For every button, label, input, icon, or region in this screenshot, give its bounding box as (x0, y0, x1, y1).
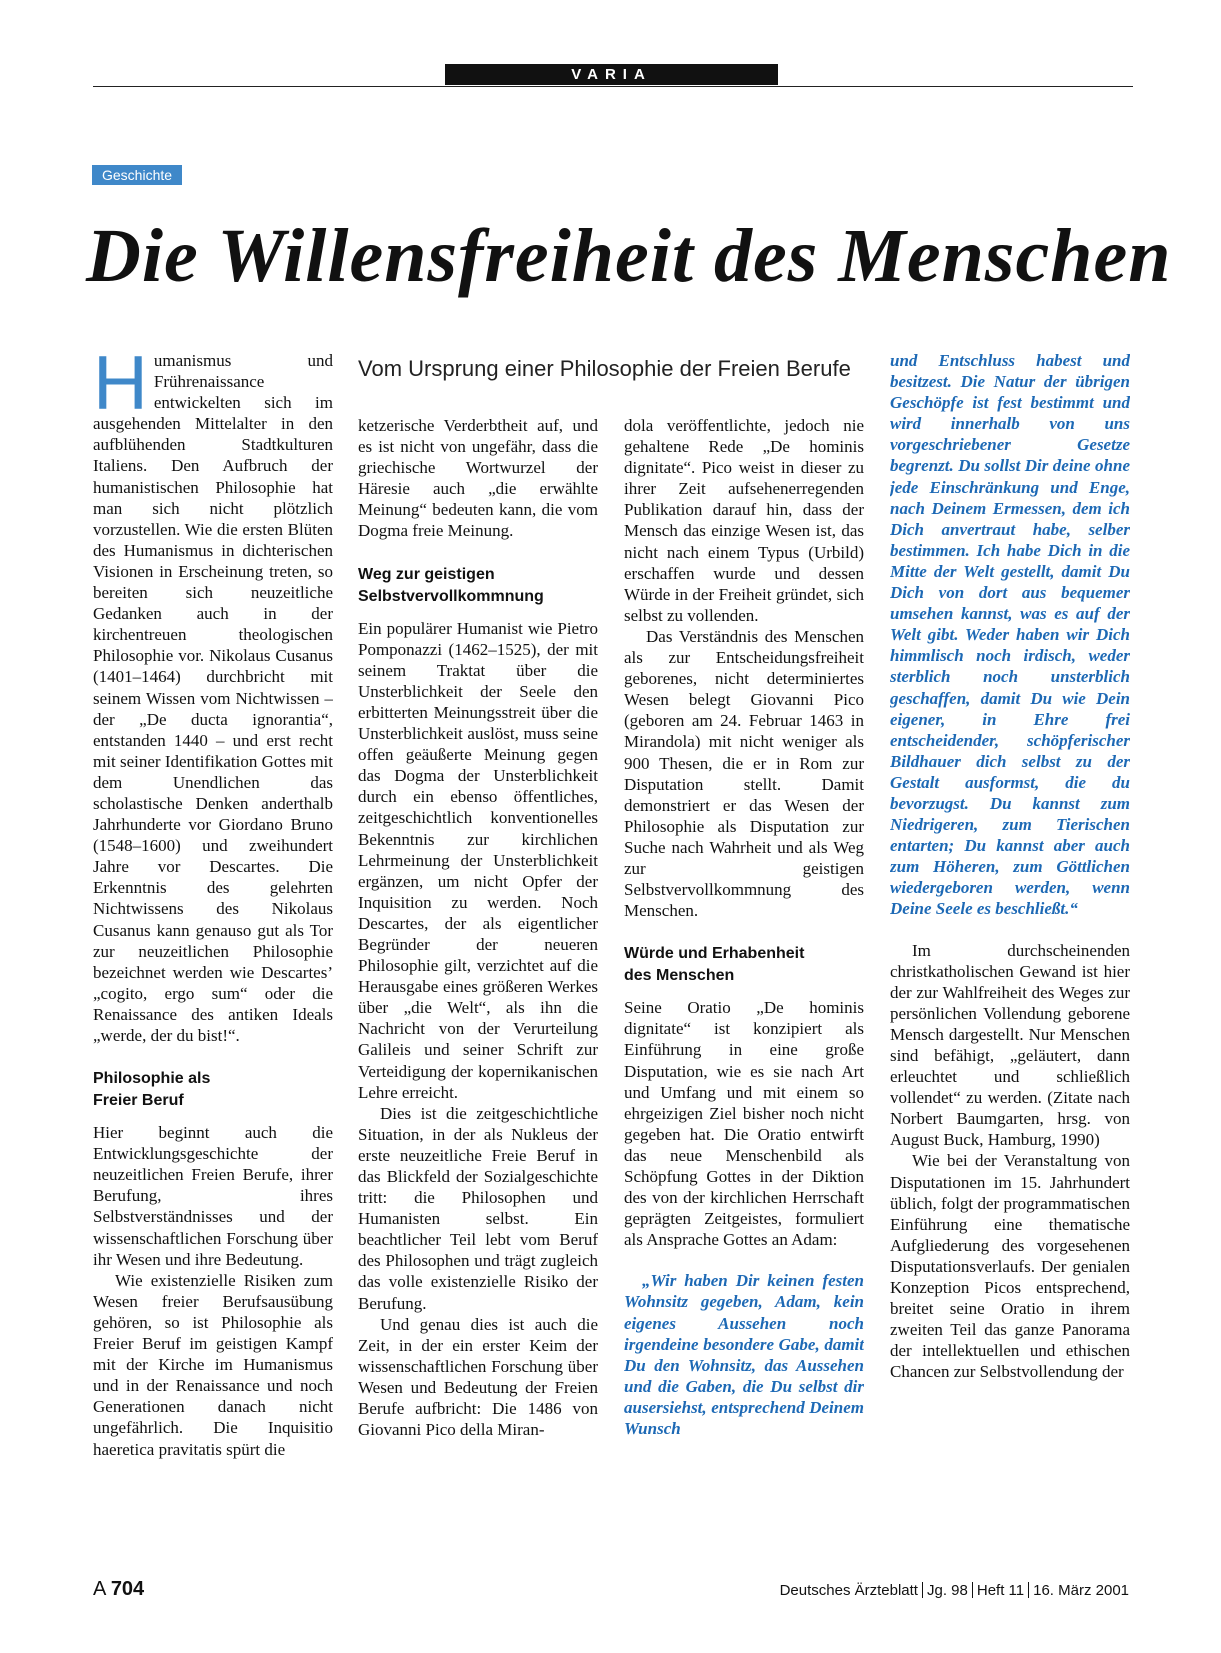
heading-line-2: Selbstvervollkommnung (358, 587, 544, 605)
paragraph: Wie bei der Veranstaltung von Disputationen im 15. Jahrhundert üblich, folgt der programmatischen Einführung eine thematische Aufgliederung des vorgesehenen Disputationsverlaufs. Der genialen Konzeption Picos entsprechend, breitet seine Oratio in ihrem zweiten Teil das ganze Panorama der intellektuellen und ethischen Chancen zur Selbstvollendung der (890, 1151, 1130, 1382)
page-number-value: 704 (110, 1578, 145, 1600)
paragraph: dola veröffentlichte, jedoch nie gehaltene Rede „De hominis dignitate“. Pico weist in dieser zu ihrer Zeit aufsehenerregenden Publikation darauf hin, dass der Mensch das einzige Wesen ist, das nicht nach einem Typus (Urbild) erschaffen wurde und dessen Würde in der Freiheit gründet, sich selbst zu vollenden. (624, 416, 864, 625)
section-heading (358, 564, 598, 608)
heading-line-1: Würde und Erhabenheit (624, 945, 805, 963)
page-number (93, 1578, 144, 1601)
journal-volume: Jg. 98 (926, 1582, 968, 1599)
paragraph: Und genau dies ist auch die Zeit, in der ein erster Keim der wissenschaftlichen Forschung über Wesen und Bedeutung der Freien Berufe aufbricht: Die 1486 von Giovanni Pico della Miran- (358, 1314, 598, 1440)
section-heading (93, 1068, 333, 1112)
heading-line-1: Weg zur geistigen (358, 565, 495, 583)
heading-line-2: des Menschen (624, 967, 735, 985)
article-subtitle: Vom Ursprung einer Philosophie der Freien Berufe (358, 356, 851, 381)
header-rule (93, 86, 1133, 87)
journal-info (780, 1582, 1129, 1599)
journal-issue: Heft 11 (976, 1582, 1025, 1599)
intro-paragraph (93, 350, 333, 1046)
column-2 (358, 415, 598, 1555)
pico-quote: „Wir haben Dir keinen festen Wohnsitz gegeben, Adam, kein eigenes Aussehen noch irgendeine besondere Gabe, damit Du den Wohnsitz, das Aussehen und die Gaben, die Du selbst dir ausersiehst, entsprechend Deinem Wunsch (624, 1271, 864, 1439)
article-title: Die Willensfreiheit des Menschen (86, 214, 1172, 298)
journal-date: 16. März 2001 (1033, 1582, 1129, 1599)
section-heading (624, 943, 864, 987)
pico-quote-continued: und Entschluss habest und besitzest. Die Natur der übrigen Geschöpfe ist fest bestimmt und wird innerhalb von uns vorgeschriebener Gesetze begrenzt. Du sollst Dir deine ohne jede Einschränkung und Enge, nach Deinem Ermessen, dem ich Dich anvertraut habe, selber bestimmen. Ich habe Dich in die Mitte der Welt gestellt, damit Du Dich von dort aus bequemer umsehen kannst, was es auf der Welt gibt. Weder haben wir Dich himmlisch noch irdisch, weder sterblich noch unsterblich geschaffen, damit Du wie Dein eigener, in Ehre frei entscheidender, schöpferischer Bildhauer dich selbst zu der Gestalt ausformst, die du bevorzugst. Du kannst zum Niedrigeren, zum Tierischen entarten; Du kannst aber auch zum Höheren, zum Göttlichen wiedergeboren werden, wenn Deine Seele es beschließt.“ (890, 351, 1130, 919)
column-1 (93, 350, 333, 1555)
paragraph: Ein populärer Humanist wie Pietro Pomponazzi (1462–1525), der mit seinem Traktat über die Unsterblichkeit der Seele den erbitterten Meinungsstreit über die Unsterblichkeit auslöst, muss seine offen geäußerte Meinung gegen das Dogma der Unsterblichkeit durch ein ebenso öffentliches, zeitgeschichtlich konventionelles Bekenntnis zur kirchlichen Lehrmeinung der Unsterblichkeit ergänzen, um nicht Opfer der Inquisition zu werden. Noch Descartes, der als eigentlicher Begründer der neueren Philosophie gilt, verzichtet auf die Herausgabe eines größeren Werkes über „die Welt“, als ihn die Nachricht von der Verurteilung Galileis und seiner Schrift zur Verteidigung der kopernikanischen Lehre erreicht. (358, 618, 598, 1102)
journal-name: Deutsches Ärzteblatt (779, 1582, 918, 1599)
paragraph: Hier beginnt auch die Entwicklungsgeschichte der neuzeitlichen Freien Berufe, ihrer Berufung, ihres Selbstverständnisses und der wissenschaftlichen Forschung über ihr Wesen und ihre Bedeutung. (93, 1123, 333, 1269)
category-badge: Geschichte (92, 165, 182, 185)
column-4 (890, 350, 1130, 1555)
paragraph: Seine Oratio „De hominis dignitate“ ist konzipiert als Einführung in eine große Disputation, wie es sie nach Art und Umfang und mit einem so ehrgeizigen Ziel bisher noch nicht gegeben hat. Die Oratio entwirft das neue Menschenbild als Schöpfung Gottes in der Diktion des von der kirchlichen Herrschaft geprägten Zeitgeistes, formuliert als Ansprache Gottes an Adam: (624, 998, 864, 1250)
heading-line-1: Philosophie als (93, 1070, 211, 1088)
page-prefix: A (93, 1578, 106, 1600)
intro-text: umanismus und Frührenaissance entwickelten sich im ausgehenden Mittelalter in den aufblühenden Stadtkulturen Italiens. Den Aufbruch der humanistischen Philosophie hat man sich nicht plötzlich vorzustellen. Wie die ersten Blüten des Humanismus in dichterischen Visionen in Erscheinung treten, so bereiten sich neuzeitliche Gedanken auch in der kirchentreuen theologischen Philosophie vor. Nikolaus Cusanus (1401–1464) durchbricht mit seinem Wissen vom Nichtwissen – der „De ducta ignorantia“, entstanden 1440 – und erst recht mit seiner Identifikation Gottes mit dem Unendlichen das scholastische Denken anderthalb Jahrhunderte vor Giordano Bruno (1548–1600) und zweihundert Jahre vor Descartes. Die Erkenntnis des gelehrten Nichtwissens des Nikolaus Cusanus kann genauso gut als Tor zur neuzeitlichen Philosophie bezeichnet werden wie Descartes’ „cogito, ergo sum“ oder die Renaissance des antiken Ideals „werde, der du bist!“. (93, 351, 333, 1045)
paragraph: Das Verständnis des Menschen als zur Entscheidungsfreiheit geborenes, nicht determiniertes Wesen belegt Giovanni Pico (geboren am 24. Februar 1463 in Mirandola) mit nicht weniger als 900 Thesen, die er in Rom zur Disputation stellt. Damit demonstriert er das Wesen der Philosophie als Disputation zur Suche nach Wahrheit und als Weg zur geistigen Selbstvervollkommnung des Menschen. (624, 626, 864, 921)
paragraph: Wie existenzielle Risiken zum Wesen freier Berufsausübung gehören, so ist Philosophie als Freier Beruf im geistigen Kampf mit der Kirche im Humanismus und in der Renaissance und noch Generationen danach nicht ungefährlich. Die Inquisitio haeretica pravitatis spürt die (93, 1270, 333, 1459)
paragraph: Im durchscheinenden christkatholischen Gewand ist hier der zur Wahlfreiheit des Weges zur persönlichen Vollendung geborene Mensch dargestellt. Nur Menschen sind befähigt, „geläutert, dann erleuchtet und schließlich vollendet“ zu werden. (Zitate nach Norbert Baumgarten, hrsg. von August Buck, Hamburg, 1990) (890, 940, 1130, 1150)
heading-line-2: Freier Beruf (93, 1092, 184, 1110)
paragraph: ketzerische Verderbtheit auf, und es ist nicht von ungefähr, dass die griechische Wortwurzel der Häresie auch „die erwählte Meinung“ bedeuten kann, die vom Dogma freie Meinung. (358, 416, 598, 541)
column-3 (624, 415, 864, 1555)
dropcap: H (93, 350, 148, 426)
section-label: VARIA (445, 64, 778, 85)
paragraph: Dies ist die zeitgeschichtliche Situation, in der als Nukleus der erste neuzeitliche Freie Beruf in das Blickfeld der Sozialgeschichte tritt: die Philosophen und Humanisten selbst. Ein beachtlicher Teil lebt vom Beruf des Philosophen und trägt zugleich das volle existenzielle Risiko der Berufung. (358, 1103, 598, 1313)
